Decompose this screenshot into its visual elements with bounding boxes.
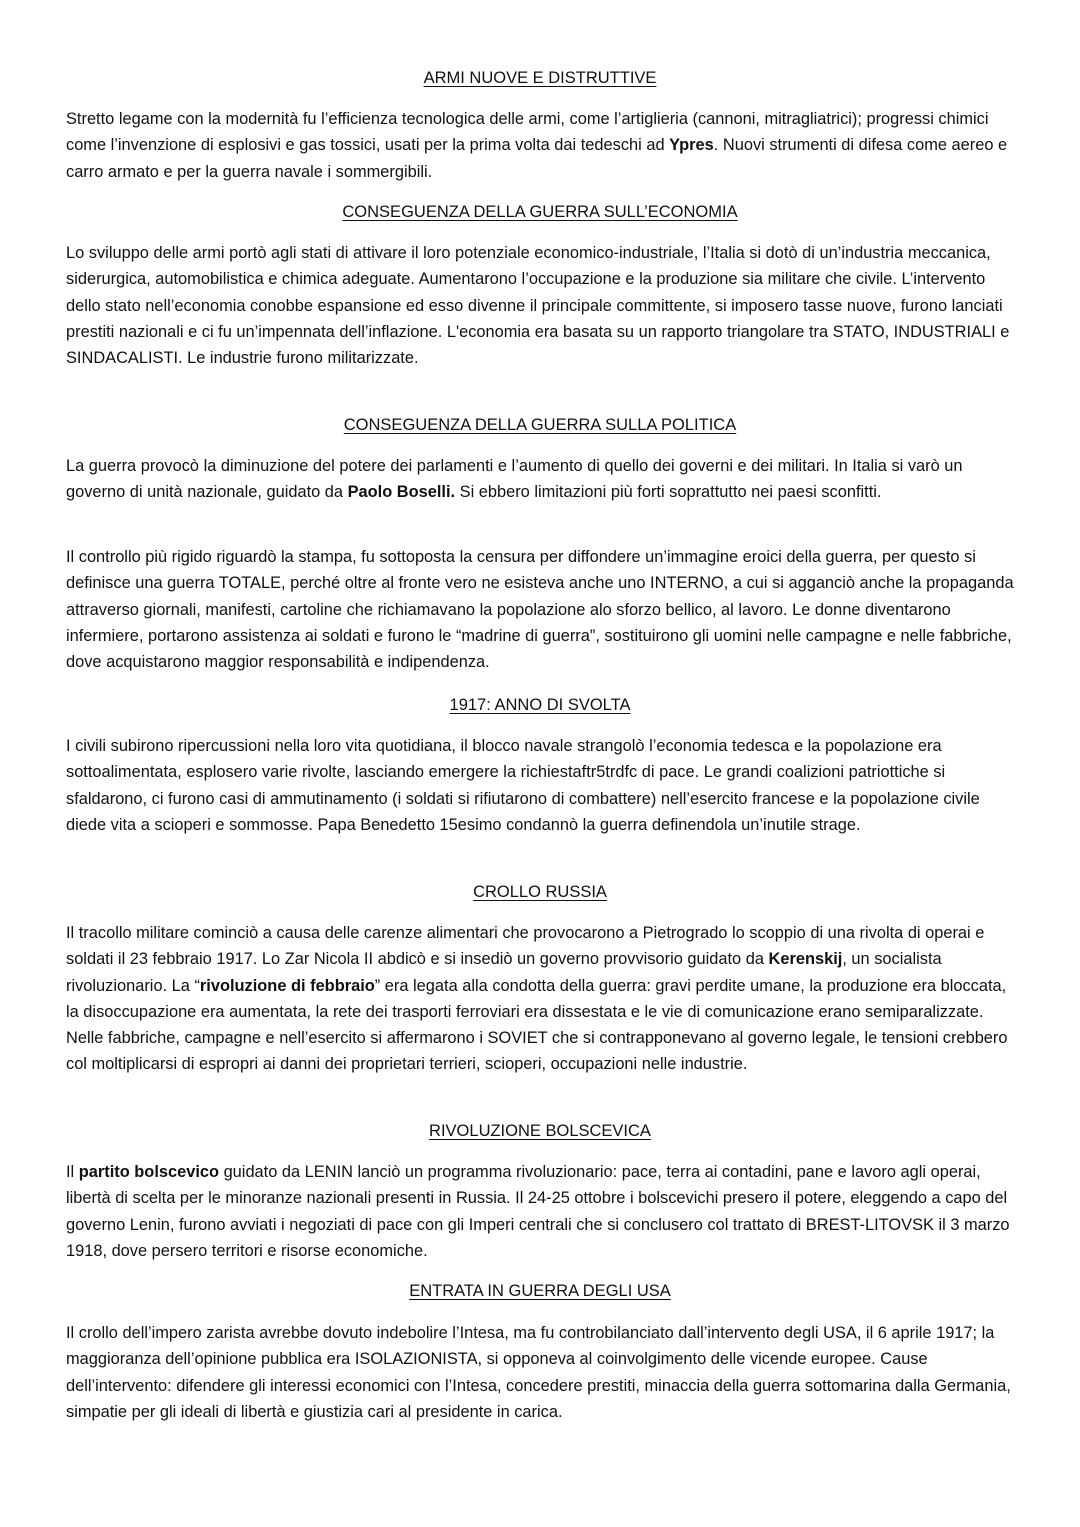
- bold-text-run: Ypres: [669, 136, 714, 155]
- text-run: Si ebbero limitazioni più forti soprattutto nei paesi sconfitti.: [455, 483, 882, 502]
- text-run: Il tracollo militare cominciò a causa delle carenze alimentari che provocarono a Pietrogrado lo scoppio di una rivolta di operai e soldati il 23 febbraio 1917. Lo Zar Nicola II abdicò e si insediò un governo provvisorio guidato da: [66, 924, 985, 969]
- bold-text-run: Paolo Boselli.: [347, 483, 456, 502]
- section-heading: [0, 881, 1080, 903]
- bold-text-run: Kerenskij: [768, 950, 843, 969]
- heading-text: CONSEGUENZA DELLA GUERRA SULL’ECONOMIA: [342, 203, 738, 221]
- bold-text-run: partito bolscevico: [78, 1163, 220, 1181]
- heading-text: RIVOLUZIONE BOLSCEVICA: [429, 1122, 651, 1140]
- text-run: Il: [66, 1163, 79, 1181]
- paragraph: Il crollo dell’impero zarista avrebbe dovuto indebolire l’Intesa, ma fu controbilanciato dall’intervento degli USA, il 6 aprile 1917; la maggioranza dell’opinione pubblica era ISOLAZIONISTA, si opponeva al coinvolgimento delle vicende europee. Cause dell’intervento: difendere gli interessi economici con l’Intesa, concedere prestiti, minaccia della guerra sottomarina dalla Germania, simpatie per gli ideali di libertà e giustizia cari al presidente in carica.: [66, 1324, 1011, 1421]
- paragraph: Il controllo più rigido riguardò la stampa, fu sottoposta la censura per diffondere un’immagine eroici della guerra, per questo si definisce una guerra TOTALE, perché oltre al fronte vero ne esisteva anche uno INTERNO, a cui si agganciò anche la propaganda attraverso giornali, manifesti, cartoline che richiamavano la popolazione alo sforzo bellico, al lavoro. Le donne diventarono infermiere, portarono assistenza ai soldati e furono le “madrine di guerra”, sostituirono gli uomini nelle campagne e nelle fabbriche, dove acquistarono maggior responsabilità e indipendenza.: [66, 548, 1014, 672]
- heading-text: 1917: ANNO DI SVOLTA: [449, 696, 631, 714]
- paragraph: [66, 106, 1016, 185]
- section-heading: [0, 694, 1080, 716]
- section-heading: [0, 1280, 1080, 1302]
- heading-text: CROLLO RUSSIA: [473, 883, 607, 901]
- text-run: Stretto legame con la modernità fu l’efficienza tecnologica delle armi, come l’artiglieria (cannoni, mitragliatrici); progressi chimici come l’invenzione di esplosivi e gas tossici, usati per la prima volta dai tedeschi ad: [66, 110, 989, 155]
- section-heading: [0, 201, 1080, 223]
- paragraph: I civili subirono ripercussioni nella loro vita quotidiana, il blocco navale strangolò l’economia tedesca e la popolazione era sottoalimentata, esplosero varie rivolte, lasciando emergere la richiestaftr5trdfc di pace. Le grandi coalizioni patriottiche si sfaldarono, ci furono casi di ammutinamento (i soldati si rifiutarono di combattere) nell’esercito francese e la popolazione civile diede vita a scioperi e sommosse. Papa Benedetto 15esimo condannò la guerra definendola un’inutile strage.: [66, 737, 980, 834]
- text-run: . Nuovi strumenti di difesa come aereo e carro armato e per la guerra navale i sommergibili.: [66, 136, 1008, 181]
- section-heading: [0, 67, 1080, 89]
- heading-text: CONSEGUENZA DELLA GUERRA SULLA POLITICA: [343, 416, 737, 434]
- text-run: ” era legata alla condotta della guerra: gravi perdite umane, la produzione era bloccata, la disoccupazione era aumentata, la rete dei trasporti ferroviari era dissestata e le vie di comunicazione erano semiparalizzate. Nelle fabbriche, campagne e nell’esercito si affermarono i SOVIET che si contrapponevano al governo legale, le tensioni crebbero col moltiplicarsi di espropri ai danni dei proprietari terrieri, scioperi, occupazioni nelle industrie.: [66, 976, 1008, 1074]
- bold-text-run: rivoluzione di febbraio: [199, 976, 375, 995]
- paragraph: [66, 453, 1016, 506]
- heading-text: ARMI NUOVE E DISTRUTTIVE: [423, 69, 657, 87]
- paragraph: [66, 920, 1016, 1078]
- text-run: , un socialista rivoluzionario. La “: [66, 950, 942, 995]
- section-heading: [0, 1120, 1080, 1142]
- section-heading: [0, 414, 1080, 436]
- paragraph: Lo sviluppo delle armi portò agli stati di attivare il loro potenziale economico-industriale, l’Italia si dotò di un’industria meccanica, siderurgica, automobilistica e chimica adeguate. Aumentarono l’occupazione e la produzione sia militare che civile. L’intervento dello stato nell’economia conobbe espansione ed esso divenne il principale committente, si imposero tasse nuove, furono lanciati prestiti nazionali e ci fu un’impennata dell’inflazione. L'economia era basata su un rapporto triangolare tra STATO, INDUSTRIALI e SINDACALISTI. Le industrie furono militarizzate.: [66, 244, 1010, 368]
- paragraph: [66, 1159, 1016, 1264]
- text-run: guidato da LENIN lanciò un programma rivoluzionario: pace, terra ai contadini, pane e lavoro agli operai, libertà di scelta per le minoranze nazionali presenti in Russia. Il 24-25 ottobre i bolscevichi presero il potere, eleggendo a capo del governo Lenin, furono avviati i negoziati di pace con gli Imperi centrali che si conclusero col trattato di BREST-LITOVSK il 3 marzo 1918, dove persero territori e risorse economiche.: [66, 1163, 1010, 1260]
- text-run: La guerra provocò la diminuzione del potere dei parlamenti e l’aumento di quello dei governi e dei militari. In Italia si varò un governo di unità nazionale, guidato da: [66, 457, 963, 502]
- heading-text: ENTRATA IN GUERRA DEGLI USA: [409, 1282, 671, 1300]
